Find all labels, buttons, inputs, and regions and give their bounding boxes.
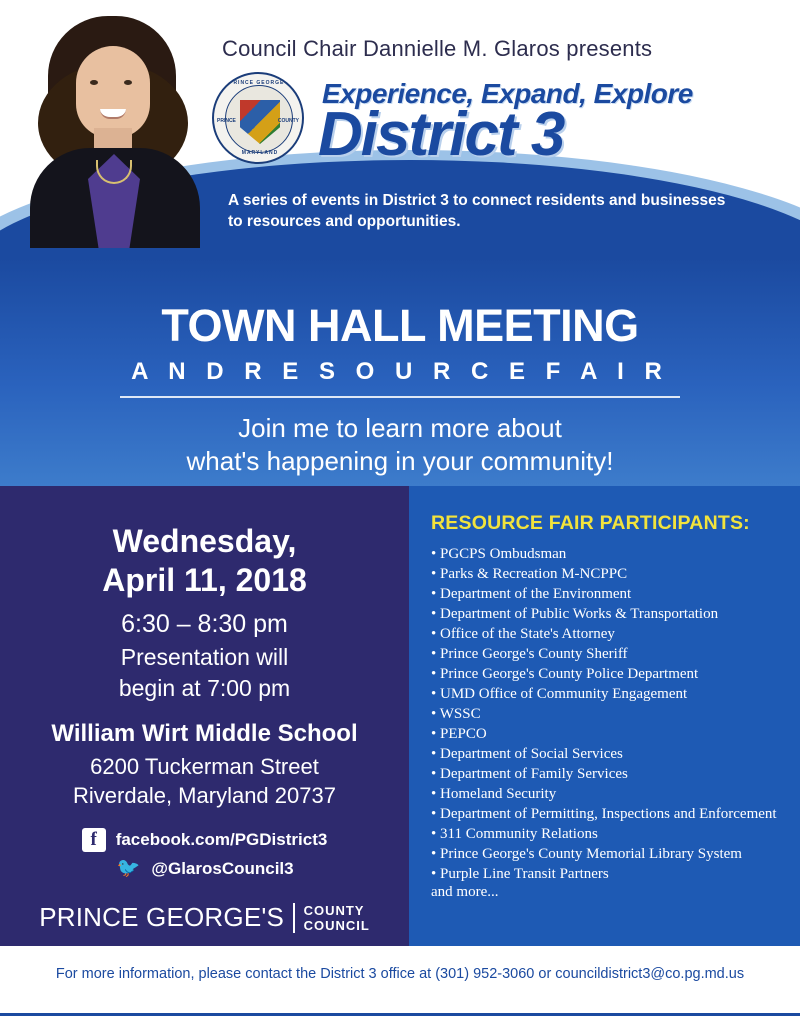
facebook-link[interactable] [82,828,328,852]
town-hall-band [0,258,800,486]
county-council-logo [0,902,409,933]
twitter-handle: @GlarosCouncil3 [151,859,294,878]
presentation-line-1: Presentation will [120,644,289,670]
resource-fair-panel [409,486,800,946]
list-item: • 311 Community Relations [431,826,598,842]
list-item: • Prince George's County Police Department [431,666,699,682]
seal-top-text: PRINCE GEORGE'S [229,80,291,86]
county-seal-icon [212,72,304,164]
resource-fair-list [431,544,781,884]
logo-sub-line-2: COUNCIL [303,917,370,933]
footer-contact-text: For more information, please contact the District 3 office at (301) 952-3060 or councildistrict3@co.pg.md.us [55,966,745,982]
resource-fair-title: RESOURCE FAIR PARTICIPANTS: [431,512,750,534]
list-item: • WSSC [431,706,481,722]
event-time: 6:30 – 8:30 pm [121,610,288,638]
seal-bottom-text: MARYLAND [241,150,279,156]
list-item: • Office of the State's Attorney [431,626,615,642]
list-item: • Department of the Environment [431,586,632,602]
logo-main-text: PRINCE GEORGE'S [39,902,285,932]
list-item: • Department of Social Services [431,746,623,762]
logo-divider [293,903,295,933]
twitter-link[interactable] [115,858,293,880]
list-item: • Parks & Recreation M-NCPPC [431,566,628,582]
footer-rule [0,1013,800,1016]
council-chair-portrait [20,8,210,248]
venue-city-state-zip: Riverdale, Maryland 20737 [73,783,336,808]
list-item: • Department of Public Works & Transportation [431,606,719,622]
list-item: • PGCPS Ombudsman [431,546,567,562]
presenter-line: Council Chair Dannielle M. Glaros presents [222,36,653,61]
join-line-1: Join me to learn more about [238,413,562,443]
district-title: District 3 [318,100,564,169]
venue-name: William Wirt Middle School [51,720,358,747]
flyer-header [0,0,800,258]
list-item: • Prince George's County Memorial Library System [431,846,742,862]
seal-right-text: COUNTY [277,118,299,124]
facebook-icon: f [82,828,106,852]
presentation-line-2: begin at 7:00 pm [118,675,291,701]
tagline: Experience, Expand, Explore [322,78,693,109]
twitter-icon: 🐦 [116,858,141,879]
social-links [0,828,409,880]
logo-sub-line-1: COUNTY [303,902,365,918]
seal-left-text: PRINCE [217,118,236,124]
event-date-line-1: Wednesday, [112,523,297,559]
resource-fair-more-text: and more... [431,884,499,900]
facebook-handle: facebook.com/PGDistrict3 [115,830,328,849]
list-item: • Prince George's County Sheriff [431,646,628,662]
list-item: • Department of Permitting, Inspections and Enforcement [431,806,777,822]
event-subtitle: A N D R E S O U R C E F A I R [131,358,669,385]
divider-rule [120,396,680,398]
event-title: TOWN HALL MEETING [161,300,639,351]
list-item: • PEPCO [431,726,487,742]
venue-street: 6200 Tuckerman Street [90,754,319,779]
event-date-line-2: April 11, 2018 [102,562,307,598]
list-item: • Homeland Security [431,786,557,802]
list-item: • Purple Line Transit Partners [431,866,609,882]
event-details-panel [0,486,409,946]
join-line-2: what's happening in your community! [186,446,614,476]
header-subtitle: A series of events in District 3 to connect residents and businesses to resources and opportunities. [228,192,726,230]
list-item: • UMD Office of Community Engagement [431,686,688,702]
flyer-footer [0,946,800,1022]
list-item: • Department of Family Services [431,766,628,782]
